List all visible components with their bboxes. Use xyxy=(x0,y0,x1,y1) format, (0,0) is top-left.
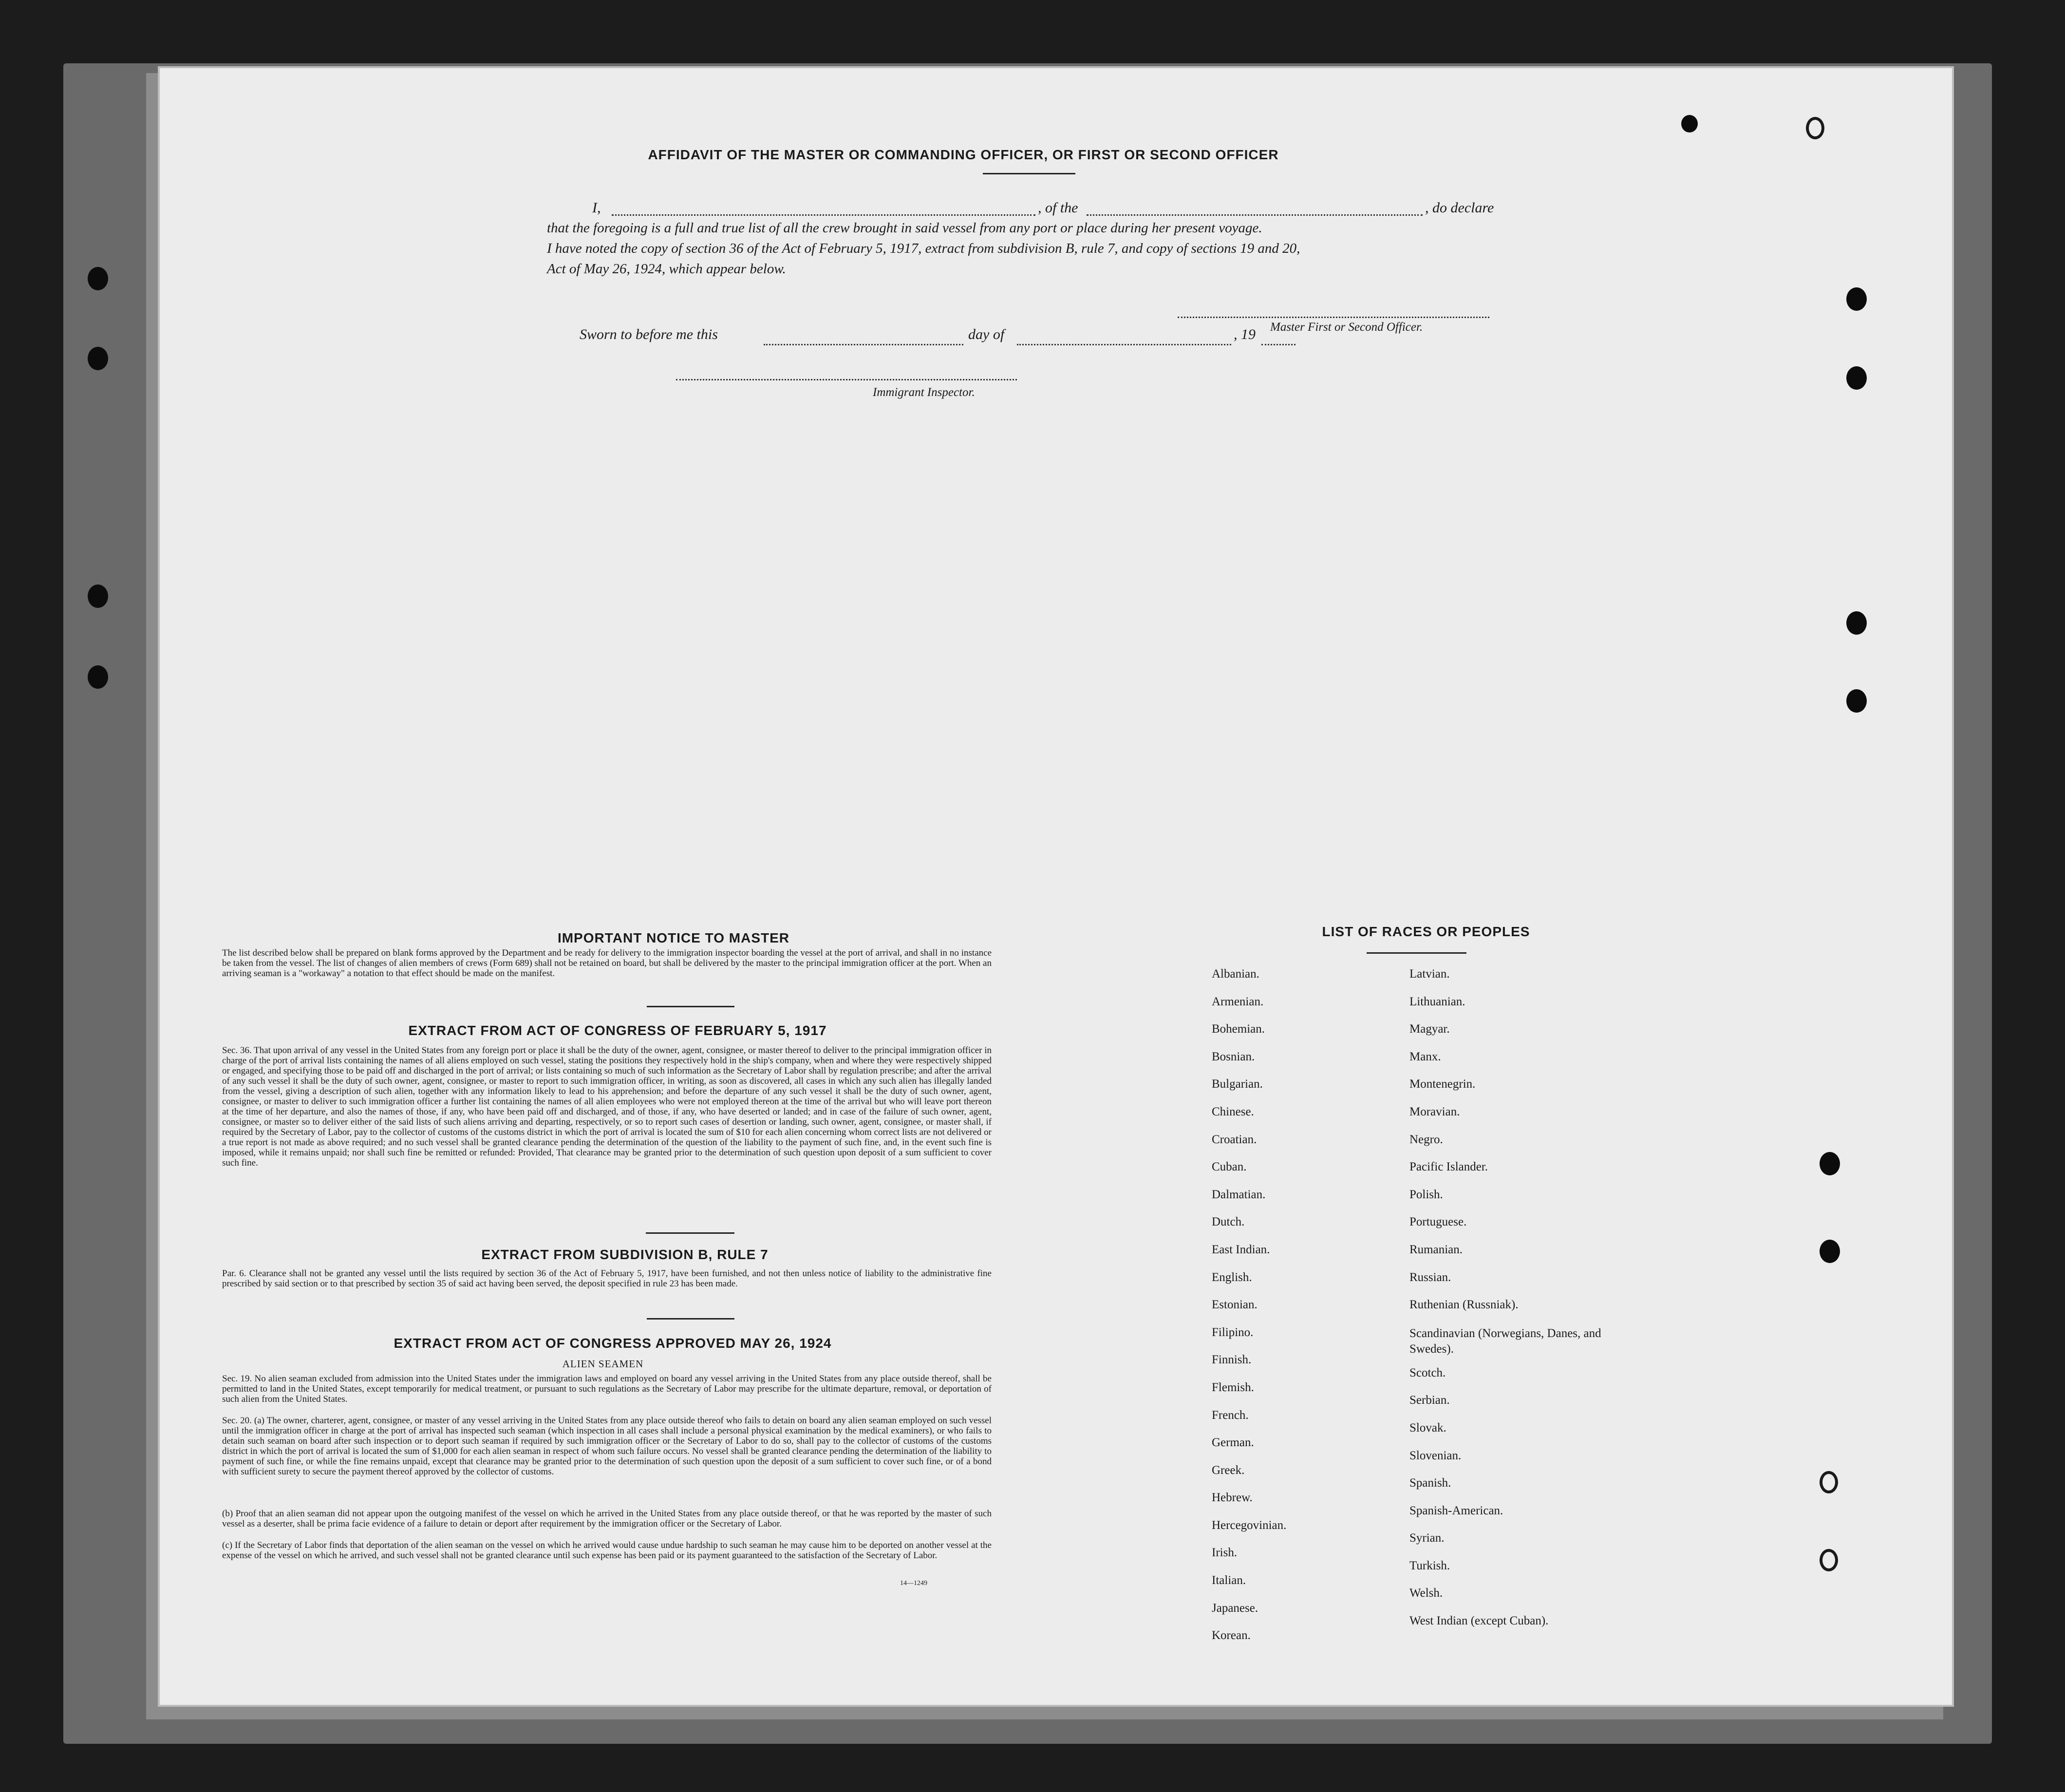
extract-1924-title: EXTRACT FROM ACT OF CONGRESS APPROVED MAY 26, 1924 xyxy=(394,1336,832,1351)
race-item: Croatian. xyxy=(1212,1132,1257,1146)
divider xyxy=(647,1318,734,1320)
do-declare-label: , do declare xyxy=(1425,200,1494,216)
race-item: Filipino. xyxy=(1212,1325,1254,1339)
race-item: Italian. xyxy=(1212,1574,1246,1587)
race-item: Polish. xyxy=(1409,1188,1443,1201)
of-the-label: , of the xyxy=(1038,200,1078,216)
notice-title: IMPORTANT NOTICE TO MASTER xyxy=(557,930,790,945)
extract-1924-sec19: Sec. 19. No alien seaman excluded from admission into the United States under the immigration laws and employed on board any vessel arriving in the United States from any place outside thereof, shall be permitted to land in the United States, except temporarily for medical treatment, or pursuant to such regulations as the Secretary of Labor may prescribe for the ultimate departure, removal, or deportation of such alien from the United States. xyxy=(222,1374,992,1404)
race-item: Negro. xyxy=(1409,1132,1443,1146)
affidavit-body-line-3: Act of May 26, 1924, which appear below. xyxy=(547,261,786,277)
race-item: Welsh. xyxy=(1409,1586,1443,1600)
race-item: Armenian. xyxy=(1212,995,1264,1008)
sworn-month-field[interactable] xyxy=(1017,344,1231,345)
race-item: Moravian. xyxy=(1409,1105,1460,1118)
extract-1924-sec20c: (c) If the Secretary of Labor finds that deportation of the alien seaman on the vessel on which he arrived would cause undue hardship to such seaman he may cause him to be deported on another vessel at the expense of the vessel on which he arrived, and such vessel shall not be granted clearance until such expense has been paid or its payment guaranteed to the satisfaction of the Secretary of Labor. xyxy=(222,1540,992,1561)
divider xyxy=(1367,952,1466,954)
form-number: 14—1249 xyxy=(900,1580,927,1587)
affidavit-declaration-line xyxy=(592,200,1722,219)
i-label: I, xyxy=(592,200,601,216)
race-item: Rumanian. xyxy=(1409,1243,1463,1256)
affidavit-body-line-2: I have noted the copy of section 36 of the Act of February 5, 1917, extract from subdivision B, rule 7, and copy of sections 19 and 20, xyxy=(547,241,1300,256)
race-item: Spanish-American. xyxy=(1409,1504,1503,1517)
race-item: Bohemian. xyxy=(1212,1022,1265,1036)
race-item: English. xyxy=(1212,1270,1252,1284)
sworn-year-field[interactable] xyxy=(1261,344,1295,345)
race-item: Dutch. xyxy=(1212,1215,1245,1229)
race-item: Bosnian. xyxy=(1212,1050,1255,1063)
master-signature-line[interactable] xyxy=(1178,317,1489,318)
race-item: Pacific Islander. xyxy=(1409,1160,1488,1174)
divider xyxy=(983,173,1075,174)
race-item: Korean. xyxy=(1212,1629,1251,1642)
binder-hole xyxy=(88,665,108,689)
binder-ring-hole xyxy=(1820,1471,1838,1493)
races-right-column xyxy=(1409,964,1604,1639)
binder-hole xyxy=(1820,1152,1840,1175)
inspector-signature-line[interactable] xyxy=(676,379,1017,380)
race-item: Japanese. xyxy=(1212,1601,1258,1615)
race-item: Finnish. xyxy=(1212,1353,1252,1367)
inspector-label: Immigrant Inspector. xyxy=(873,386,975,399)
race-item: Hercegovinian. xyxy=(1212,1518,1287,1532)
binder-hole xyxy=(88,267,108,290)
race-item: Syrian. xyxy=(1409,1531,1445,1545)
affidavit-body-line-1: that the foregoing is a full and true list of all the crew brought in said vessel from any port or place during her present voyage. xyxy=(547,220,1262,236)
race-item: Ruthenian (Russniak). xyxy=(1409,1298,1519,1312)
form-page xyxy=(160,68,1952,1705)
extract-1917-title: EXTRACT FROM ACT OF CONGRESS OF FEBRUARY 5, 1917 xyxy=(408,1023,827,1038)
vessel-name-field[interactable] xyxy=(1087,214,1423,216)
race-item: Slovak. xyxy=(1409,1421,1446,1434)
race-item: Estonian. xyxy=(1212,1298,1258,1312)
binder-hole xyxy=(88,585,108,608)
race-item: East Indian. xyxy=(1212,1243,1270,1256)
extract-rule7-title: EXTRACT FROM SUBDIVISION B, RULE 7 xyxy=(481,1247,769,1262)
binder-hole xyxy=(1846,366,1867,390)
race-item: French. xyxy=(1212,1408,1249,1422)
race-item: Cuban. xyxy=(1212,1160,1247,1174)
race-item: Hebrew. xyxy=(1212,1491,1253,1505)
race-item: Montenegrin. xyxy=(1409,1077,1476,1091)
divider xyxy=(647,1006,734,1007)
extract-1924-sec20a: Sec. 20. (a) The owner, charterer, agent, consignee, or master of any vessel arriving in the United States from any place outside thereof who fails to detain on board any alien seaman employed on such vessel until the immigration officer in charge at the port of arrival has inspected such seaman (which inspection in all cases shall include a personal physical examination by the medical examiners), or who fails to detain such seaman on board after such inspection or to deport such seaman if required by such immigration officer or the Secretary of Labor to do so, shall pay to the collector of customs of the customs district in which the port of arrival is located the sum of $1,000 for each alien seaman in respect of whom such failure occurs. No vessel shall be granted clearance pending the determination of the liability to payment of such fine, or while the fine remains unpaid, except that clearance may be granted prior to the determination of such question upon the deposit of a sum sufficient to cover such fine, or of a bond with sufficient surety to secure the payment thereof approved by the collector of customs. xyxy=(222,1415,992,1477)
race-item: Bulgarian. xyxy=(1212,1077,1263,1091)
race-item: Russian. xyxy=(1409,1270,1451,1284)
race-item: Portuguese. xyxy=(1409,1215,1467,1229)
race-item: German. xyxy=(1212,1436,1254,1450)
binder-hole xyxy=(1846,611,1867,635)
year-label: , 19 xyxy=(1234,326,1256,342)
races-title: LIST OF RACES OR PEOPLES xyxy=(1322,924,1530,939)
race-item: Greek. xyxy=(1212,1463,1245,1477)
day-of-label: day of xyxy=(968,326,1005,342)
master-name-field[interactable] xyxy=(612,214,1035,216)
race-item: Dalmatian. xyxy=(1212,1188,1266,1201)
binder-hole xyxy=(88,347,108,370)
race-item: Lithuanian. xyxy=(1409,995,1465,1008)
race-item: Albanian. xyxy=(1212,967,1259,981)
divider xyxy=(646,1232,734,1234)
notice-body: The list described below shall be prepared on blank forms approved by the Department and be ready for delivery to the immigration inspector boarding the vessel at the port of arrival, and shall in no instance be taken from the vessel. The list of changes of alien members of crews (Form 689) shall not be retained on board, but shall be delivered by the master to the principal immigration officer at the port. When an arriving seaman is a "workaway" a notation to that effect should be made on the manifest. xyxy=(222,948,992,979)
race-item: Scotch. xyxy=(1409,1366,1446,1379)
race-item: Spanish. xyxy=(1409,1476,1451,1490)
master-signature-label: Master First or Second Officer. xyxy=(1270,321,1423,334)
race-item: Irish. xyxy=(1212,1546,1238,1560)
binder-ring-hole xyxy=(1806,117,1824,139)
extract-1924-sec20b: (b) Proof that an alien seaman did not appear upon the outgoing manifest of the vessel on which he arrived in the United States from any place outside thereof, or that he was reported by the master of such vessel as a deserter, shall be prima facie evidence of a failure to detain or deport after requirement by the immigration officer or the Secretary of Labor. xyxy=(222,1509,992,1529)
race-item: Magyar. xyxy=(1409,1022,1450,1036)
binder-hole xyxy=(1681,115,1698,132)
races-left-column xyxy=(1212,964,1286,1654)
race-item: Flemish. xyxy=(1212,1380,1254,1394)
race-item: Scandinavian (Norwegians, Danes, and Swedes). xyxy=(1409,1326,1601,1356)
binder-hole xyxy=(1846,287,1867,311)
extract-rule7-body: Par. 6. Clearance shall not be granted any vessel until the lists required by section 36 of the Act of February 5, 1917, have been furnished, and not then unless notice of liability to the administrative fine prescribed by said section or to that prescribed by section 35 of said act having been served, the deposit specified in rule 23 has been made. xyxy=(222,1268,992,1289)
binder-hole xyxy=(1820,1240,1840,1263)
binder-ring-hole xyxy=(1820,1549,1838,1571)
race-item: Latvian. xyxy=(1409,967,1450,981)
affidavit-title: AFFIDAVIT OF THE MASTER OR COMMANDING OFFICER, OR FIRST OR SECOND OFFICER xyxy=(648,147,1279,162)
sworn-day-field[interactable] xyxy=(764,344,963,345)
race-item: Slovenian. xyxy=(1409,1449,1462,1462)
race-item: Chinese. xyxy=(1212,1105,1254,1118)
extract-1917-body: Sec. 36. That upon arrival of any vessel in the United States from any foreign port or place it shall be the duty of the owner, agent, consignee, or master thereof to deliver to the principal immigration officer in charge of the port of arrival lists containing the names of all aliens employed on such vessel, stating the positions they respectively hold in the ship's company, when and where they were respectively shipped or engaged, and specifying those to be paid off and discharged in the port of arrival; or lists containing so much of such information as the Secretary of Labor shall by regulation prescribe; and after the arrival of any such vessel it shall be the duty of such owner, agent, consignee, or master to report to such immigration officer, in writing, as soon as discovered, all cases in which any such alien has illegally landed from the vessel, giving a description of such alien, together with any information likely to lead to his apprehension; and before the departure of any such vessel it shall be the duty of such owner, agent, consignee, or master to deliver to such immigration officer a further list containing the names of all alien employees who were not employed thereon at the time of the arrival but who will leave port thereon at the time of her departure, and also the names of those, if any, who have been paid off and discharged, and of those, if any, who have deserted or landed; and in case of the failure of such owner, agent, consignee, or master so to deliver either of the said lists of such aliens arriving and departing, respectively, or so to report such cases of desertion or landing, such owner, agent, consignee, or master shall, if required by the Secretary of Labor, pay to the collector of customs of the customs district in which the port of arrival is located the sum of $10 for each alien concerning whom correct lists are not delivered or a true report is not made as above required; and no such vessel shall be granted clearance pending the determination of the question of the liability to the payment of such fine, and, in the event such fine is imposed, while it remains unpaid; nor shall such fine be remitted or refunded: Provided, That clearance may be granted prior to the determination of such question upon deposit of a sum sufficient to cover such fine. xyxy=(222,1045,992,1168)
extract-1924-subtitle: ALIEN SEAMEN xyxy=(562,1358,644,1370)
race-item: Serbian. xyxy=(1409,1394,1450,1407)
binder-hole xyxy=(1846,689,1867,713)
race-item: West Indian (except Cuban). xyxy=(1409,1614,1549,1628)
sworn-label: Sworn to before me this xyxy=(580,326,718,342)
race-item: Turkish. xyxy=(1409,1559,1450,1572)
race-item: Manx. xyxy=(1409,1050,1441,1063)
